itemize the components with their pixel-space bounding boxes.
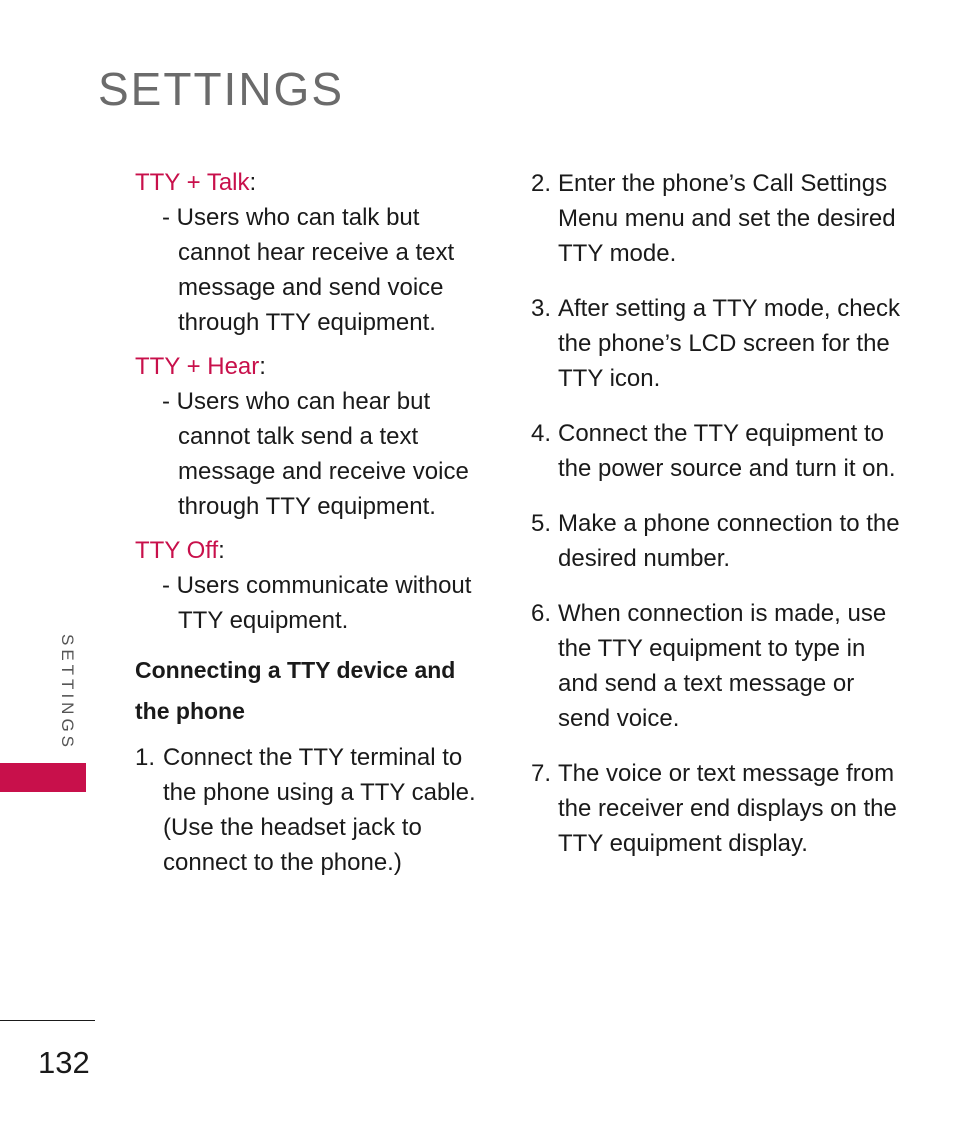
mode-tty-hear bbox=[135, 349, 480, 524]
step-text: After setting a TTY mode, check the phone’s LCD screen for the TTY icon. bbox=[558, 295, 900, 392]
mode-description: - Users who can hear but cannot talk send a text message and receive voice through TTY equipment. bbox=[162, 388, 469, 520]
section-tab-marker bbox=[0, 763, 86, 792]
step-item bbox=[531, 416, 906, 486]
step-number: 1. bbox=[135, 744, 156, 771]
footer-rule bbox=[0, 1020, 95, 1021]
mode-tty-off bbox=[135, 533, 480, 638]
step-number: 4. bbox=[531, 420, 552, 447]
left-column bbox=[135, 165, 480, 900]
step-text: Connect the TTY terminal to the phone using a TTY cable. (Use the headset jack to connect to the phone.) bbox=[163, 744, 476, 876]
mode-colon: : bbox=[259, 353, 266, 380]
step-item bbox=[531, 506, 906, 576]
step-text: Make a phone connection to the desired number. bbox=[558, 510, 900, 572]
mode-description: - Users who can talk but cannot hear receive a text message and send voice through TTY equipment. bbox=[162, 204, 455, 336]
step-text: When connection is made, use the TTY equipment to type in and send a text message or send voice. bbox=[558, 600, 887, 732]
mode-title: TTY Off bbox=[135, 537, 219, 564]
mode-title: TTY + Hear bbox=[135, 353, 260, 380]
section-side-label: SETTINGS bbox=[58, 634, 77, 752]
step-text: Connect the TTY equipment to the power source and turn it on. bbox=[558, 420, 896, 482]
step-text: Enter the phone’s Call Settings Menu menu and set the desired TTY mode. bbox=[558, 170, 896, 267]
step-number: 5. bbox=[531, 510, 552, 537]
mode-colon: : bbox=[249, 169, 257, 196]
page-title: SETTINGS bbox=[98, 63, 345, 115]
mode-colon: : bbox=[218, 537, 225, 564]
connecting-subheading: Connecting a TTY device and the phone bbox=[135, 657, 456, 724]
step-number: 7. bbox=[531, 760, 552, 787]
mode-tty-talk bbox=[135, 165, 480, 340]
page-number: 132 bbox=[38, 1045, 90, 1080]
step-item bbox=[531, 291, 906, 396]
mode-title: TTY + Talk bbox=[135, 169, 250, 196]
step-number: 6. bbox=[531, 600, 552, 627]
step-item bbox=[135, 740, 480, 880]
step-number: 3. bbox=[531, 295, 552, 322]
step-item bbox=[531, 166, 906, 271]
step-number: 2. bbox=[531, 170, 552, 197]
step-text: The voice or text message from the receiver end displays on the TTY equipment display. bbox=[558, 760, 897, 857]
mode-description: - Users communicate without TTY equipment. bbox=[162, 572, 472, 634]
step-item bbox=[531, 596, 906, 736]
step-item bbox=[531, 756, 906, 861]
right-column bbox=[531, 166, 906, 881]
